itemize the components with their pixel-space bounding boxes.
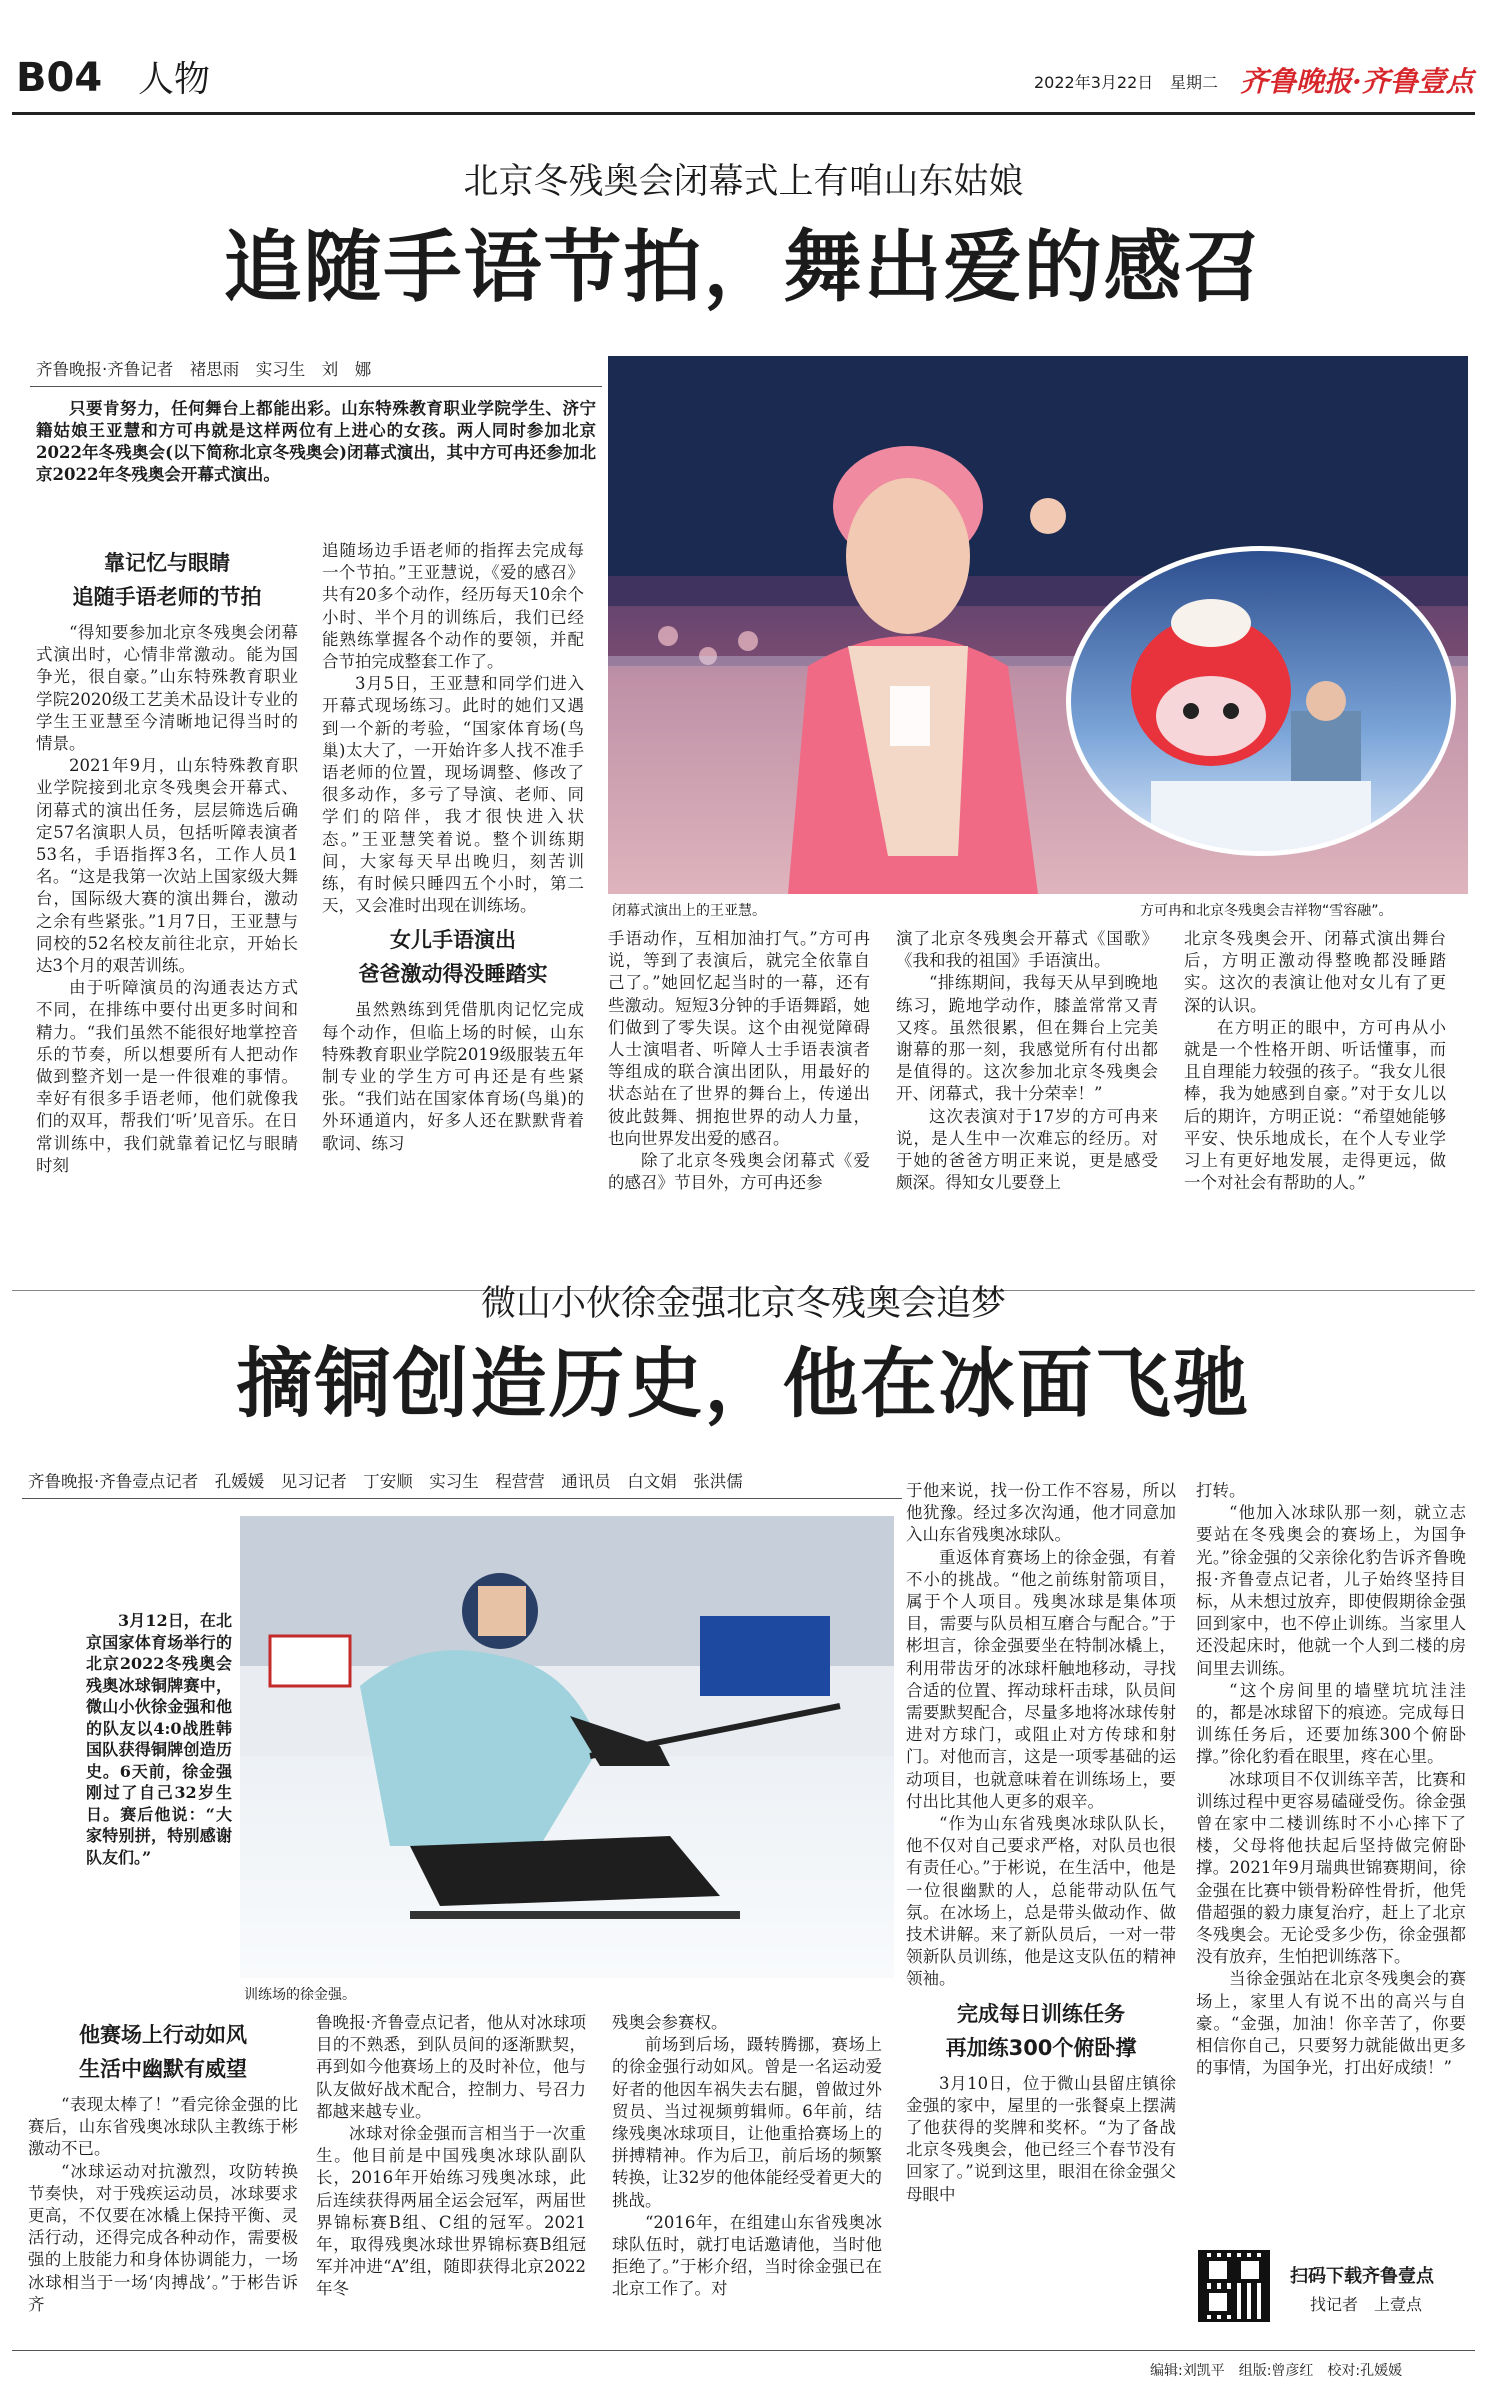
article1-title: 追随手语节拍，舞出爱的感召	[223, 222, 1264, 313]
article2-byline-rule	[22, 1498, 902, 1499]
logo-text-2: 齐鲁壹点	[1361, 65, 1474, 98]
article1-byline-rule	[30, 386, 602, 387]
paragraph: “他加入冰球队那一刻，就立志要站在冬残奥会的赛场上，为国争光。”徐金强的父亲徐化豹告诉齐鲁晚报·齐鲁壹点记者，儿子始终坚持目标，从未想过放弃，即使假期徐金强回到家中，也不停止训练。当家里人还没起床时，他就一个人到二楼的房间里去训练。	[1196, 1503, 1466, 1678]
article2-subhead2	[906, 1997, 1176, 2065]
paragraph: “2016年，在组建山东省残奥冰球队伍时，就打电话邀请他，当时他拒绝了。”于彬介绍，当时徐金强已在北京工作了。对	[612, 2212, 882, 2299]
article1-col1	[36, 540, 298, 1280]
masthead-logo	[1240, 60, 1474, 100]
paragraph: 打转。	[1196, 1481, 1246, 1500]
footer-credits: 编辑:刘凯平 组版:曾彦红 校对:孔媛媛	[1150, 2363, 1403, 2379]
article2-subhead2-line1: 完成每日训练任务	[957, 2001, 1125, 2026]
article1-lead	[36, 398, 596, 508]
article1-subhead2-line1: 女儿手语演出	[390, 928, 516, 953]
article1-photo-main	[608, 356, 1468, 894]
article1-kicker: 北京冬残奥会闭幕式上有咱山东姑娘	[463, 162, 1024, 202]
header-rule	[12, 112, 1475, 115]
paragraph: 残奥会参赛权。	[612, 2013, 728, 2032]
article2-col4	[906, 1480, 1176, 2380]
article1-photo-inset	[1066, 546, 1456, 856]
footer-rule	[12, 2350, 1475, 2351]
paragraph: 冰球对徐金强而言相当于一次重生。他目前是中国残奥冰球队副队长，2016年开始练习残奥冰球，此后连续获得两届全运会冠军，两届世界锦标赛B组、C组的冠军。2021年，取得残奥冰球世界锦标赛B组冠军并冲进“A”组，随即获得北京2022年冬	[316, 2124, 586, 2299]
paragraph: 3月5日，王亚慧和同学们进入开幕式现场练习。此时的她们又遇到一个新的考验，“国家体育场(鸟巢)太大了，一开始许多人找不准手语老师的位置，现场调整、修改了很多动作，多亏了导演、老师、同学们的陪伴，我才很快进入状态。”王亚慧笑着说。整个训练期间，大家每天早出晚归，刻苦训练，有时候只睡四五个小时，第二天，又会准时出现在训练场。	[322, 674, 584, 916]
article2-subhead1-line1: 他赛场上行动如风	[79, 2023, 247, 2047]
paragraph: 于他来说，找一份工作不容易，所以他犹豫。经过多次沟通，他才同意加入山东省残奥冰球队。	[906, 1481, 1176, 1545]
logo-separator: ·	[1352, 65, 1362, 98]
issue-date: 2022年3月22日	[1034, 73, 1154, 92]
paragraph: 除了北京冬残奥会闭幕式《爱的感召》节目外，方可冉还参	[608, 1151, 870, 1193]
mascot-graphic	[1071, 551, 1451, 851]
article2-photo	[240, 1516, 894, 1978]
article1-lead-text: 只要肯努力，任何舞台上都能出彩。山东特殊教育职业学院学生、济宁籍姑娘王亚慧和方可冉就是这样两位有上进心的女孩。两人同时参加北京2022年冬残奥会(以下简称北京冬残奥会)闭幕式演出，其中方可冉还参加北京2022年冬残奥会开幕式演出。	[36, 399, 596, 484]
article2-subhead1	[28, 2018, 298, 2086]
page-code: B04	[16, 55, 103, 101]
paragraph: 手语动作，互相加油打气。”方可冉说，等到了表演后，就完全依靠自己了。”她回忆起当时的一幕，还有些激动。短短3分钟的手语舞蹈，她们做到了零失误。这个由视觉障碍人士演唱者、听障人士手语表演者等组成的联合演出团队，用最好的状态站在了世界的舞台上，传递出彼此鼓舞、拥抱世界的动人力量，也向世界发出爱的感召。	[608, 929, 870, 1148]
paragraph: “作为山东省残奥冰球队队长，他不仅对自己要求严格，对队员也很有责任心。”于彬说，在生活中，他是一位很幽默的人，总能带动队伍气氛。在冰场上，总是带头做动作、做技术讲解。来了新队员后，一对一带领新队员训练，他是这支队伍的精神领袖。	[906, 1814, 1176, 1989]
article1-byline: 齐鲁晚报·齐鲁记者 褚思雨 实习生 刘 娜	[36, 360, 372, 379]
article2-col5	[1196, 1480, 1466, 2200]
article1-col4	[896, 928, 1158, 1280]
paragraph: 演了北京冬残奥会开幕式《国歌》《我和我的祖国》手语演出。	[896, 929, 1158, 971]
paragraph: 3月10日，位于微山县留庄镇徐金强的家中，屋里的一张餐桌上摆满了他获得的奖牌和奖杯。“为了备战北京冬残奥会，他已经三个春节没有回家了。”说到这里，眼泪在徐金强父母眼中	[906, 2073, 1176, 2204]
paragraph: 这次表演对于17岁的方可冉来说，是人生中一次难忘的经历。对于她的爸爸方明正来说，更是感受颇深。得知女儿要登上	[896, 1106, 1158, 1193]
paragraph: 冰球项目不仅训练辛苦，比赛和训练过程中更容易磕碰受伤。徐金强曾在家中二楼训练时不小心摔下了楼，父母将他扶起后坚持做完俯卧撑。2021年9月瑞典世锦赛期间，徐金强在比赛中锁骨粉碎性骨折，他凭借超强的毅力康复治疗，赶上了北京冬残奥会。无论受多少伤，徐金强都没有放弃，生怕把训练落下。	[1196, 1769, 1466, 1967]
article1-col5	[1184, 928, 1446, 1280]
article2-lead	[86, 1610, 232, 1890]
paragraph: 虽然熟练到凭借肌肉记忆完成每个动作，但临上场的时候，山东特殊教育职业学院2019级服装五年制专业的学生方可冉还是有些紧张。“我们站在国家体育场(鸟巢)的外环通道内，好多人还在默默背着歌词、练习	[322, 1000, 584, 1153]
paragraph: “得知要参加北京冬残奥会闭幕式演出时，心情非常激动。能为国争光，很自豪。”山东特殊教育职业学院2020级工艺美术品设计专业的学生王亚慧至今清晰地记得当时的情景。	[36, 623, 298, 754]
article1-subhead1-line2: 追随手语老师的节拍	[72, 585, 262, 609]
article1-subhead2	[322, 923, 584, 991]
ice-hockey-graphic	[240, 1516, 894, 1978]
article2-col3	[612, 2012, 882, 2342]
paragraph: “表现太棒了！”看完徐金强的比赛后，山东省残奥冰球队主教练于彬激动不已。	[28, 2095, 298, 2159]
article1-photo-main-caption: 闭幕式演出上的王亚慧。	[612, 903, 766, 919]
article1-col3	[608, 928, 870, 1280]
article2-col2	[316, 2012, 586, 2342]
article2-subhead1-line2: 生活中幽默有威望	[79, 2057, 247, 2081]
paragraph: “这个房间里的墙壁坑坑洼洼的，都是冰球留下的痕迹。完成每日训练任务后，还要加练300个俯卧撑。”徐化豹看在眼里，疼在心里。	[1196, 1680, 1466, 1767]
paragraph: “冰球运动对抗激烈，攻防转换节奏快，对于残疾运动员，冰球要求更高，不仅要在冰橇上保持平衡、灵活行动，还得完成各种动作，需要极强的上肢能力和身体协调能力，一场冰球相当于一场‘肉搏战’。”于彬告诉齐	[28, 2161, 298, 2314]
article1-subhead1	[36, 546, 298, 614]
paragraph: 追随场边手语老师的指挥去完成每一个节拍。”王亚慧说，《爱的感召》共有20多个动作，经历每天10余个小时、半个月的训练后，我们已经能熟练掌握各个动作的要领，并配合节拍完成整套工作了。	[322, 541, 584, 672]
logo-text: 齐鲁晚报	[1240, 65, 1353, 98]
paragraph: 当徐金强站在北京冬残奥会的赛场上，家里人有说不出的高兴与自豪。“金强，加油！你辛苦了，你要相信你自己，只要努力就能做出更多的事情，为国争光，打出好成绩！”	[1196, 1969, 1466, 2078]
article2-subhead2-line2: 再加练300个俯卧撑	[945, 2035, 1137, 2060]
article2-kicker: 微山小伙徐金强北京冬残奥会追梦	[480, 1284, 1006, 1324]
paragraph: 北京冬残奥会开、闭幕式演出舞台后，方明正激动得整晚都没睡踏实。这次的表演让他对女儿有了更深的认识。	[1184, 929, 1446, 1015]
article1-subhead1-line1: 靠记忆与眼睛	[104, 551, 230, 575]
qr-caption-line1: 扫码下载齐鲁壹点	[1290, 2266, 1434, 2287]
article1-col2	[322, 540, 584, 1280]
article2-lead-text: 3月12日，在北京国家体育场举行的北京2022冬残奥会残奥冰球铜牌赛中，微山小伙徐金强和他的队友以4:0战胜韩国队获得铜牌创造历史。6天前，徐金强刚过了自己32岁生日。赛后他说：“大家特别拼，特别感谢队友们。”	[86, 1611, 232, 1867]
paragraph: 前场到后场，蹑转腾挪，赛场上的徐金强行动如风。曾是一名运动爱好者的他因车祸失去右腿，曾做过外贸员、当过视频剪辑师。6年前，结缘残奥冰球项目，让他重拾赛场上的拼搏精神。作为后卫，前后场的频繁转换，让32岁的他体能经受着更大的挑战。	[612, 2035, 882, 2210]
article2-col1	[28, 2012, 298, 2342]
paragraph: 2021年9月，山东特殊教育职业学院接到北京冬残奥会开幕式、闭幕式的演出任务，层层筛选后确定57名演职人员，包括听障表演者53名，手语指挥3名，工作人员1名。“这是我第一次站上国家级大舞台，国际级大赛的演出舞台，激动之余有些紧张。”1月7日，王亚慧与同校的52名校友前往北京，开始长达3个月的艰苦训练。	[36, 756, 298, 976]
article1-photo-inset-caption: 方可冉和北京冬残奥会吉祥物“雪容融”。	[1140, 903, 1393, 919]
article1-subhead2-line2: 爸爸激动得没睡踏实	[358, 962, 548, 987]
section-name: 人物	[138, 59, 211, 100]
paragraph: 由于听障演员的沟通表达方式不同，在排练中要付出更多时间和精力。“我们虽然不能很好地掌控音乐的节奏，所以想要所有人把动作做到整齐划一是一件很难的事情。幸好有很多手语老师，他们就像我们的双耳，帮我们‘听’见音乐。在日常训练中，我们就靠着记忆与眼睛时刻	[36, 978, 298, 1175]
qr-code-icon[interactable]	[1198, 2250, 1270, 2322]
paragraph: “排练期间，我每天从早到晚地练习，跪地学动作，膝盖常常又青又疼。虽然很累，但在舞台上完美谢幕的那一刻，我感觉所有付出都是值得的。这次参加北京冬残奥会开、闭幕式，我十分荣幸！”	[896, 973, 1158, 1104]
paragraph: 鲁晚报·齐鲁壹点记者，他从对冰球项目的不熟悉，到队员间的逐渐默契，再到如今他赛场上的及时补位，他与队友做好战术配合，控制力、号召力都越来越专业。	[316, 2013, 586, 2121]
paragraph: 重返体育赛场上的徐金强，有着不小的挑战。“他之前练射箭项目，属于个人项目。残奥冰球是集体项目，需要与队员相互磨合与配合。”于彬坦言，徐金强要坐在特制冰橇上，利用带齿牙的冰球杆触地移动，寻找合适的位置、挥动球杆击球，队员间需要默契配合，尽量多地将冰球传射进对方球门，或阻止对方传球和射门。对他而言，这是一项零基础的运动项目，也就意味着在训练场上，要付出比其他人更多的艰辛。	[906, 1547, 1176, 1811]
issue-weekday: 星期二	[1170, 73, 1219, 92]
article2-photo-caption: 训练场的徐金强。	[244, 1987, 356, 2003]
article2-title: 摘铜创造历史，他在冰面飞驰	[236, 1339, 1251, 1428]
article2-byline: 齐鲁晚报·齐鲁壹点记者 孔媛媛 见习记者 丁安顺 实习生 程营营 通讯员 白文娟 张洪儒	[28, 1472, 743, 1491]
qr-caption-line2: 找记者 上壹点	[1310, 2295, 1423, 2314]
paragraph: 在方明正的眼中，方可冉从小就是一个性格开朗、听话懂事，而且自理能力较强的孩子。“我女儿很棒，我为她感到自豪。”对于女儿以后的期许，方明正说：“希望她能够平安、快乐地成长，在个人专业学习上有更好地发展，走得更远，做一个对社会有帮助的人。”	[1184, 1017, 1446, 1193]
